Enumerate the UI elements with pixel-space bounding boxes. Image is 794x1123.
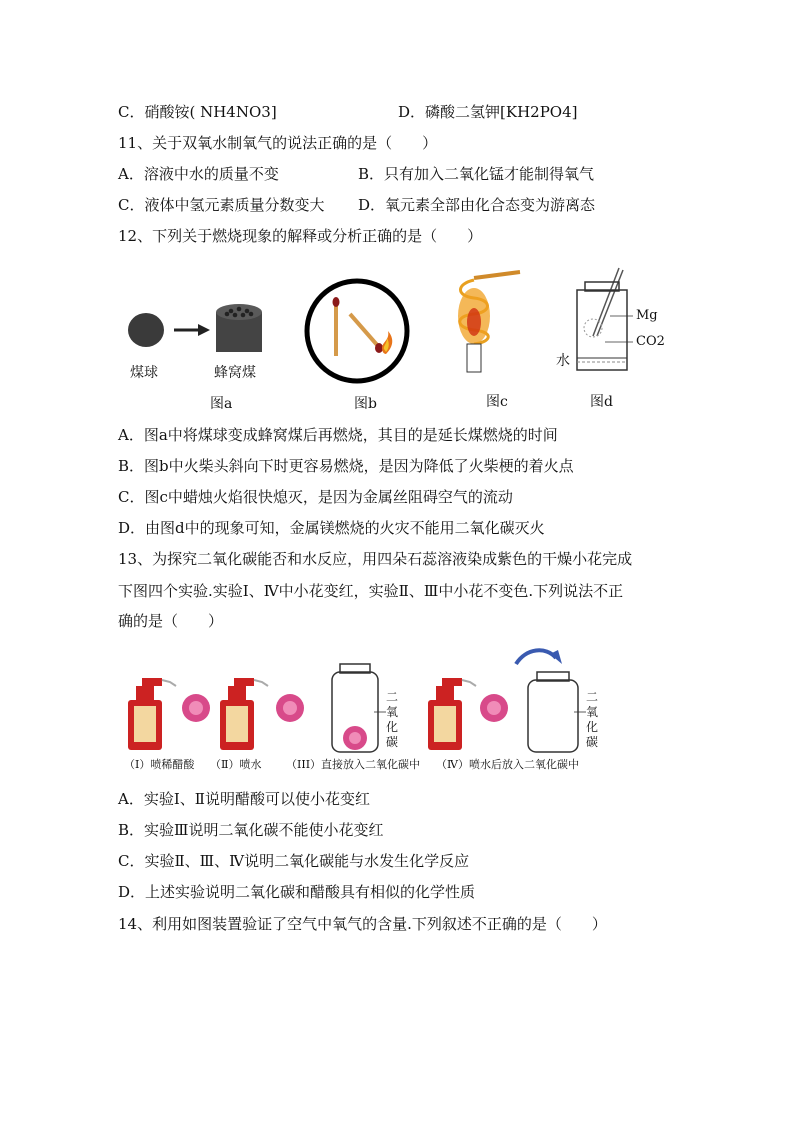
match-head-1 — [333, 297, 340, 307]
tongs — [593, 268, 619, 336]
figure-d-co2-label: CO2 — [636, 334, 665, 349]
q13-figure-image — [118, 642, 618, 754]
arrow-head — [198, 324, 210, 336]
q13-jar3-label: 二氧化碳 — [386, 690, 399, 749]
jar-4 — [528, 672, 586, 752]
flower-4 — [480, 694, 508, 722]
q13-option-b: B．实验Ⅲ说明二氧化碳不能使小花变红 — [118, 821, 384, 839]
jar-3 — [332, 664, 386, 752]
q14-stem: 14、利用如图装置验证了空气中氧气的含量.下列叙述不正确的是（ ） — [118, 915, 607, 933]
figure-c-caption: 图c — [486, 394, 508, 410]
figure-d-caption: 图d — [590, 394, 613, 410]
q13-option-a: A．实验Ⅰ、Ⅱ说明醋酸可以使小花变红 — [118, 790, 370, 808]
wire-handle — [474, 272, 520, 278]
flower-1 — [182, 694, 210, 722]
q11-option-b: B．只有加入二氧化锰才能制得氧气 — [358, 165, 595, 183]
q10-option-d: D．磷酸二氢钾[KH2PO4] — [398, 103, 578, 121]
q13-stem-line3: 确的是（ ） — [118, 612, 224, 630]
figure-b-circle — [307, 281, 407, 381]
q10-option-c: C．硝酸铵( NH4NO3] — [118, 103, 277, 121]
flower-2 — [276, 694, 304, 722]
figure-a-right-label: 蜂窝煤 — [214, 365, 256, 381]
q13-stem-line1: 13、为探究二氧化碳能否和水反应，用四朵石蕊溶液染成紫色的干燥小花完成 — [118, 550, 633, 568]
spray-bottle-1 — [128, 678, 176, 750]
figure-a-caption: 图a — [210, 396, 233, 412]
q13-stem-line2: 下图四个实验.实验Ⅰ、Ⅳ中小花变红，实验Ⅱ、Ⅲ中小花不变色.下列说法不正 — [118, 582, 624, 600]
q13-option-d: D．上述实验说明二氧化碳和醋酸具有相似的化学性质 — [118, 883, 476, 901]
coal-ball — [128, 313, 164, 347]
figure-a-image — [118, 300, 268, 360]
q11-option-d: D．氧元素全部由化合态变为游离态 — [358, 196, 596, 214]
q12-option-c: C．图c中蜡烛火焰很快熄灭，是因为金属丝阻碍空气的流动 — [118, 488, 513, 506]
honeycomb-top — [216, 304, 262, 320]
spray-bottle-2 — [220, 678, 268, 750]
q13-option-c: C．实验Ⅱ、Ⅲ、Ⅳ说明二氧化碳能与水发生化学反应 — [118, 852, 470, 870]
q13-caption-3: （III）直接放入二氧化碳中 — [286, 758, 421, 771]
q12-stem: 12、下列关于燃烧现象的解释或分析正确的是（ ） — [118, 227, 483, 245]
figure-b-caption: 图b — [354, 396, 377, 412]
match-head-2 — [375, 343, 383, 353]
q12-option-b: B．图b中火柴头斜向下时更容易燃烧，是因为降低了火柴梗的着火点 — [118, 457, 574, 475]
curved-arrow-icon — [516, 650, 556, 664]
figure-d-water-label: 水 — [556, 353, 570, 369]
candle — [467, 344, 481, 372]
spray-bottle-4 — [428, 678, 476, 750]
q11-stem: 11、关于双氧水制氧气的说法正确的是（ ） — [118, 134, 438, 152]
q11-option-a: A．溶液中水的质量不变 — [118, 165, 279, 183]
q12-option-d: D．由图d中的现象可知，金属镁燃烧的火灾不能用二氧化碳灭火 — [118, 519, 545, 537]
q13-caption-2: （Ⅱ）喷水 — [210, 758, 262, 771]
q13-caption-1: （I）喷稀醋酸 — [124, 758, 195, 771]
figure-d-mg-label: Mg — [636, 308, 658, 323]
figure-a-left-label: 煤球 — [130, 365, 158, 381]
figure-b-image — [302, 276, 412, 386]
q12-option-a: A．图a中将煤球变成蜂窝煤后再燃烧，其目的是延长煤燃烧的时间 — [118, 426, 558, 444]
q11-option-c: C．液体中氢元素质量分数变大 — [118, 196, 325, 214]
figure-c-image — [434, 270, 524, 374]
q13-caption-4: （Ⅳ）喷水后放入二氧化碳中 — [436, 758, 579, 771]
q13-jar4-label: 二氧化碳 — [586, 690, 599, 749]
